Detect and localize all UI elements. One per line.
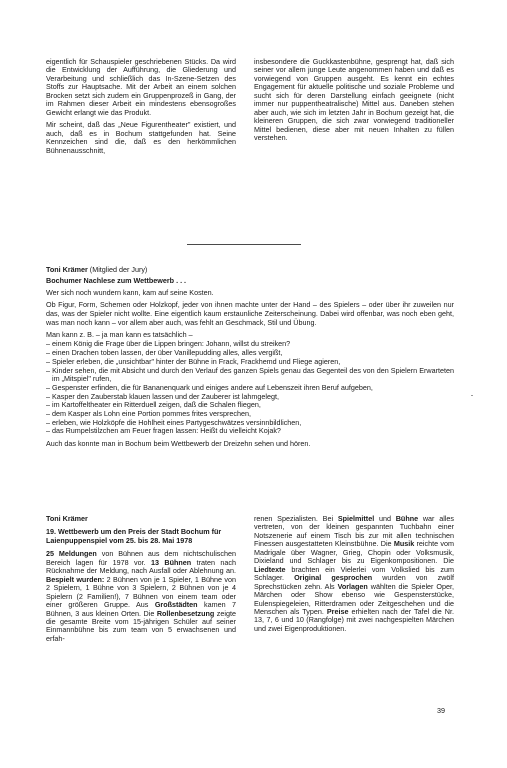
list-item: – Kasper den Zauberstab klauen lassen und der Zauberer ist lahmgelegt, <box>46 391 279 401</box>
paragraph: insbesondere die Guckkastenbühne, gesprengt hat, daß sich seiner vor allem junge Leute angenommen haben und daß es vorwiegend von Gruppen ausgeht. Es kennt ein echtes Engagement für aktuelle politische und soziale Probleme und sucht sich für deren Darstellung einfach geeignete (nicht immer nur puppentheatralische) Mittel aus. Daneben stehen aber auch, wie sich im letzten Jahr in Bochum gezeigt hat, die kleineren Gruppen, die sich zwar vorwiegend traditioneller Mittel bedienen, diese aber mit neuen Inhalten zu füllen verstehen. <box>254 57 454 143</box>
text-run: zeigte die gesamte Breite vom 15-jährigen Schüler auf seiner Einmannbühne bis zum team von 5 erwachsenen und erfah- <box>46 608 236 643</box>
list-item: – einem König die Frage über die Lippen bringen: Johann, willst du streiken? <box>46 339 291 349</box>
text-run: von Bühnen aus dem nichtschulischen Bereich lagen für 1978 vor. <box>46 549 236 567</box>
bottom-right-column <box>254 515 454 637</box>
paragraph: Wer sich noch wundern kann, kam auf seine Kosten. <box>46 287 214 297</box>
list-item: – Gespenster erfinden, die für Bananenquark und einiges andere auf Lebenszeit ihren Beruf aufgeben, <box>46 382 373 392</box>
paragraph: Man kann z. B. – ja man kann es tatsächlich – <box>46 329 193 339</box>
bold-term: 25 Meldungen <box>46 549 97 559</box>
paragraph: Auch das konnte man in Bochum beim Wettbewerb der Dreizehn sehen und hören. <box>46 438 311 448</box>
top-right-column <box>254 58 454 147</box>
text-run: und <box>374 514 396 523</box>
bold-term: Spielmittel <box>337 514 375 523</box>
article-subheading: 19. Wettbewerb um den Preis der Stadt Bochum für Laienpuppenspiel vom 25. bis 28. Mai 1978 <box>46 527 222 545</box>
text-run: 2 Bühnen von je 1 Spieler, 1 Bühne von 2 Spielern, 1 Bühne von 3 Spielern, 2 Bühnen von je 4 Spielern (2 Familien!), 7 Bühnen von einem team oder einer größeren Gruppe. Aus <box>46 574 236 610</box>
bold-term: Großstädten <box>154 600 198 610</box>
bold-term: 13 Bühnen <box>151 557 192 567</box>
text-run: wählten die Spieler Oper, Märchen oder Show ebenso wie Gespensterstücke, Eulenspiegeleien, Ritterdramen oder Zeitgeschehen und die Menschen als Typen. <box>254 581 454 616</box>
text-run: wurden von zwölf Sprechstücken zehn. Als <box>254 573 454 591</box>
page-number: 39 <box>437 706 445 715</box>
article-title: Bochumer Nachlese zum Wettbewerb . . . <box>46 275 187 285</box>
list-item: – Spieler erleben, die „unsichtbar" hinter der Bühne in Frack, Frackhemd und Fliege agieren, <box>46 356 341 366</box>
bottom-left-column <box>46 515 236 647</box>
paragraph: Ob Figur, Form, Schemen oder Holzkopf, jeder von ihnen machte unter der Hand – des Spielers – oder über ihr zuweilen nur das, was der Spieler nicht wollte. Eine eigentlich kaum erstaunliche Zeiterscheinung. Dabei wird offenbar, was noch eben geht, was man noch kann – vor allem aber auch, was fehlt an Geschmack, Stil und Übung. <box>46 300 454 327</box>
text-run: reichte vom Madrigale über Wagner, Grieg, Chopin oder Volksmusik, Dixieland und Schlager bis zu Eigenkompositionen. Die <box>254 539 454 566</box>
text-run: war alles vertreten, von der kleinen gespannten Tuchbahn einer Notszenerie auf einem Tisch bis zur mit allen technischen Finessen ausgestatteten Kleinstbühne. Die <box>254 514 454 549</box>
bold-term: Preise <box>326 606 349 616</box>
article-author <box>46 266 454 275</box>
bold-term: Rollenbesetzung <box>156 608 215 618</box>
list-item: – dem Kasper als Lohn eine Portion pommes frites versprechen, <box>46 409 251 419</box>
list-item: – das Rumpelstilzchen am Feuer fragen lassen: Heißt du vielleicht Kojak? <box>46 426 281 436</box>
scan-speck <box>471 395 473 396</box>
article-author: Toni Krämer <box>46 514 88 523</box>
paragraph: Mir scheint, daß das „Neue Figurentheater" existiert, und auch, daß es in Bochum stattgefunden hat. Seine Kennzeichen sind die, daß es den herkömmlichen Bühnenausschnitt, <box>46 120 236 155</box>
text-run: traten nach Rücknahme der Meldung, nach Ausfall oder Ablehnung an. <box>46 557 236 576</box>
list-item: – erleben, wie Holzköpfe die Hohlheit eines Partygeschwätzes versinnbildlichen, <box>46 417 302 427</box>
bold-term: Vorlagen <box>337 581 368 591</box>
list-item: – einen Drachen toben lassen, der über Vanillepudding alles, alles vergißt, <box>46 348 283 358</box>
bold-term: Musik <box>393 539 415 549</box>
list-item: – Kinder sehen, die mit Absicht und durch den Verlauf des ganzen Spiels genau das Gegenteil des von den Spielern Erwarteten im „Mitspiel" rufen, <box>46 365 454 384</box>
article-jury-review <box>46 266 454 452</box>
section-divider <box>187 244 301 245</box>
bold-term: Original gesprochen <box>294 573 373 583</box>
dash-list <box>46 340 454 436</box>
text-run: brachten ein Vielerlei vom Volkslied bis zum Schlager. <box>254 564 454 583</box>
list-item: – im Kartoffeltheater ein Ritterduell zeigen, daß die Schalen fliegen, <box>46 400 261 410</box>
top-left-column <box>46 58 236 159</box>
text-run: erhielten nach der Tafel die Nr. 13, 7, 6 und 10 (Rangfolge) mit zwei nachgespielten Märchen und zwei Eigenproduktionen. <box>254 606 454 633</box>
paragraph: eigentlich für Schauspieler geschriebenen Stücks. Da wird die Entwicklung der Aufführung, die Gliederung und Verarbeitung und schließlich das In-Szene-Setzen des Stoffs zur Hauptsache. Mit der Arbeit an einem solchen Brocken setzt sich zudem ein Gruppenprozeß in Gang, der im Rahmen dieser Arbeit ein mindestens ebensogroßes Gewicht erlangt wie das Produkt. <box>46 57 236 117</box>
bold-term: Bespielt wurden: <box>46 574 105 584</box>
author-note: (Mitglied der Jury) <box>87 265 148 274</box>
text-run: kamen 7 Bühnen, 3 aus kleinen Orten. Die <box>46 600 236 618</box>
paragraph <box>254 515 454 633</box>
paragraph <box>46 550 236 643</box>
bold-term: Bühne <box>395 514 419 523</box>
author-name: Toni Krämer <box>46 265 88 274</box>
bold-term: Liedtexte <box>254 564 286 574</box>
text-run: renen Spezialisten. Bei <box>254 514 338 523</box>
